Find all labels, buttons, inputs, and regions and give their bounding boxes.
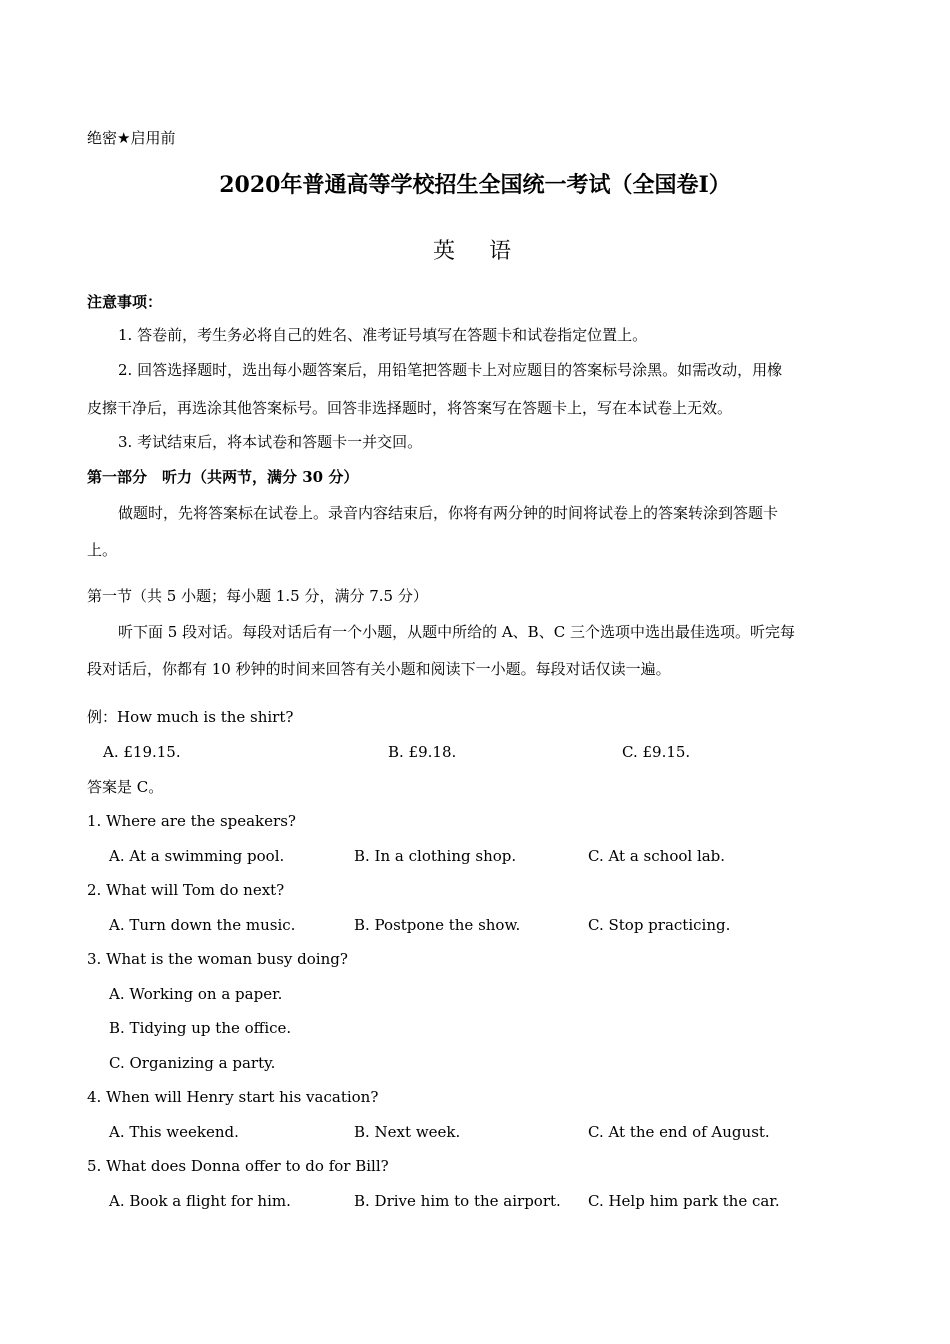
question-3-option-a: A. Working on a paper. <box>109 985 283 1003</box>
question-1-option-b: B. In a clothing shop. <box>354 847 517 865</box>
notice-heading: 注意事项： <box>87 293 163 311</box>
question-2-option-b: B. Postpone the show. <box>354 916 521 934</box>
question-5-option-a: A. Book a flight for him. <box>109 1192 291 1210</box>
question-4-stem: 4. When will Henry start his vacation? <box>87 1088 379 1106</box>
question-5-option-c: C. Help him park the car. <box>588 1192 780 1210</box>
question-1-option-a: A. At a swimming pool. <box>109 847 285 865</box>
section1-heading: 第一节（共 5 小题；每小题 1.5 分，满分 7.5 分） <box>87 587 428 605</box>
part1-instruction-line-2: 上。 <box>87 541 118 559</box>
notice-item-3: 3. 考试结束后，将本试卷和答题卡一并交回。 <box>118 433 423 451</box>
notice-item-2-line-2: 皮擦干净后，再选涂其他答案标号。回答非选择题时，将答案写在答题卡上，写在本试卷上无效。 <box>87 399 733 417</box>
question-4-option-b: B. Next week. <box>354 1123 461 1141</box>
question-5-option-b: B. Drive him to the airport. <box>354 1192 561 1210</box>
example-option-c: C. £9.15. <box>622 743 691 761</box>
example-answer: 答案是 C。 <box>87 778 164 796</box>
section1-instruction-line-1: 听下面 5 段对话。每段对话后有一个小题，从题中所给的 A、B、C 三个选项中选出最佳选项。听完每 <box>118 623 795 641</box>
section1-instruction-line-2: 段对话后，你都有 10 秒钟的时间来回答有关小题和阅读下一小题。每段对话仅读一遍。 <box>87 660 671 678</box>
question-5-stem: 5. What does Donna offer to do for Bill? <box>87 1157 389 1175</box>
question-2-option-c: C. Stop practicing. <box>588 916 731 934</box>
part1-heading: 第一部分 听力（共两节，满分 30 分） <box>87 468 359 486</box>
question-2-stem: 2. What will Tom do next? <box>87 881 285 899</box>
exam-title: 2020年普通高等学校招生全国统一考试（全国卷I） <box>219 172 731 198</box>
example-question: 例：How much is the shirt? <box>87 708 294 726</box>
subject-title: 英 语 <box>432 239 517 264</box>
question-1-option-c: C. At a school lab. <box>588 847 726 865</box>
example-option-b: B. £9.18. <box>388 743 457 761</box>
question-3-stem: 3. What is the woman busy doing? <box>87 950 348 968</box>
question-1-stem: 1. Where are the speakers? <box>87 812 296 830</box>
notice-item-1: 1. 答卷前，考生务必将自己的姓名、准考证号填写在答题卡和试卷指定位置上。 <box>118 326 648 344</box>
example-option-a: A. £19.15. <box>103 743 181 761</box>
secret-label: 绝密★启用前 <box>87 129 176 147</box>
question-2-option-a: A. Turn down the music. <box>109 916 296 934</box>
question-3-option-b: B. Tidying up the office. <box>109 1019 292 1037</box>
notice-item-2-line-1: 2. 回答选择题时，选出每小题答案后，用铅笔把答题卡上对应题目的答案标号涂黑。如需改动，用橡 <box>118 361 783 379</box>
part1-instruction-line-1: 做题时，先将答案标在试卷上。录音内容结束后，你将有两分钟的时间将试卷上的答案转涂到答题卡 <box>118 504 779 522</box>
question-4-option-c: C. At the end of August. <box>588 1123 770 1141</box>
question-3-option-c: C. Organizing a party. <box>109 1054 276 1072</box>
question-4-option-a: A. This weekend. <box>109 1123 239 1141</box>
